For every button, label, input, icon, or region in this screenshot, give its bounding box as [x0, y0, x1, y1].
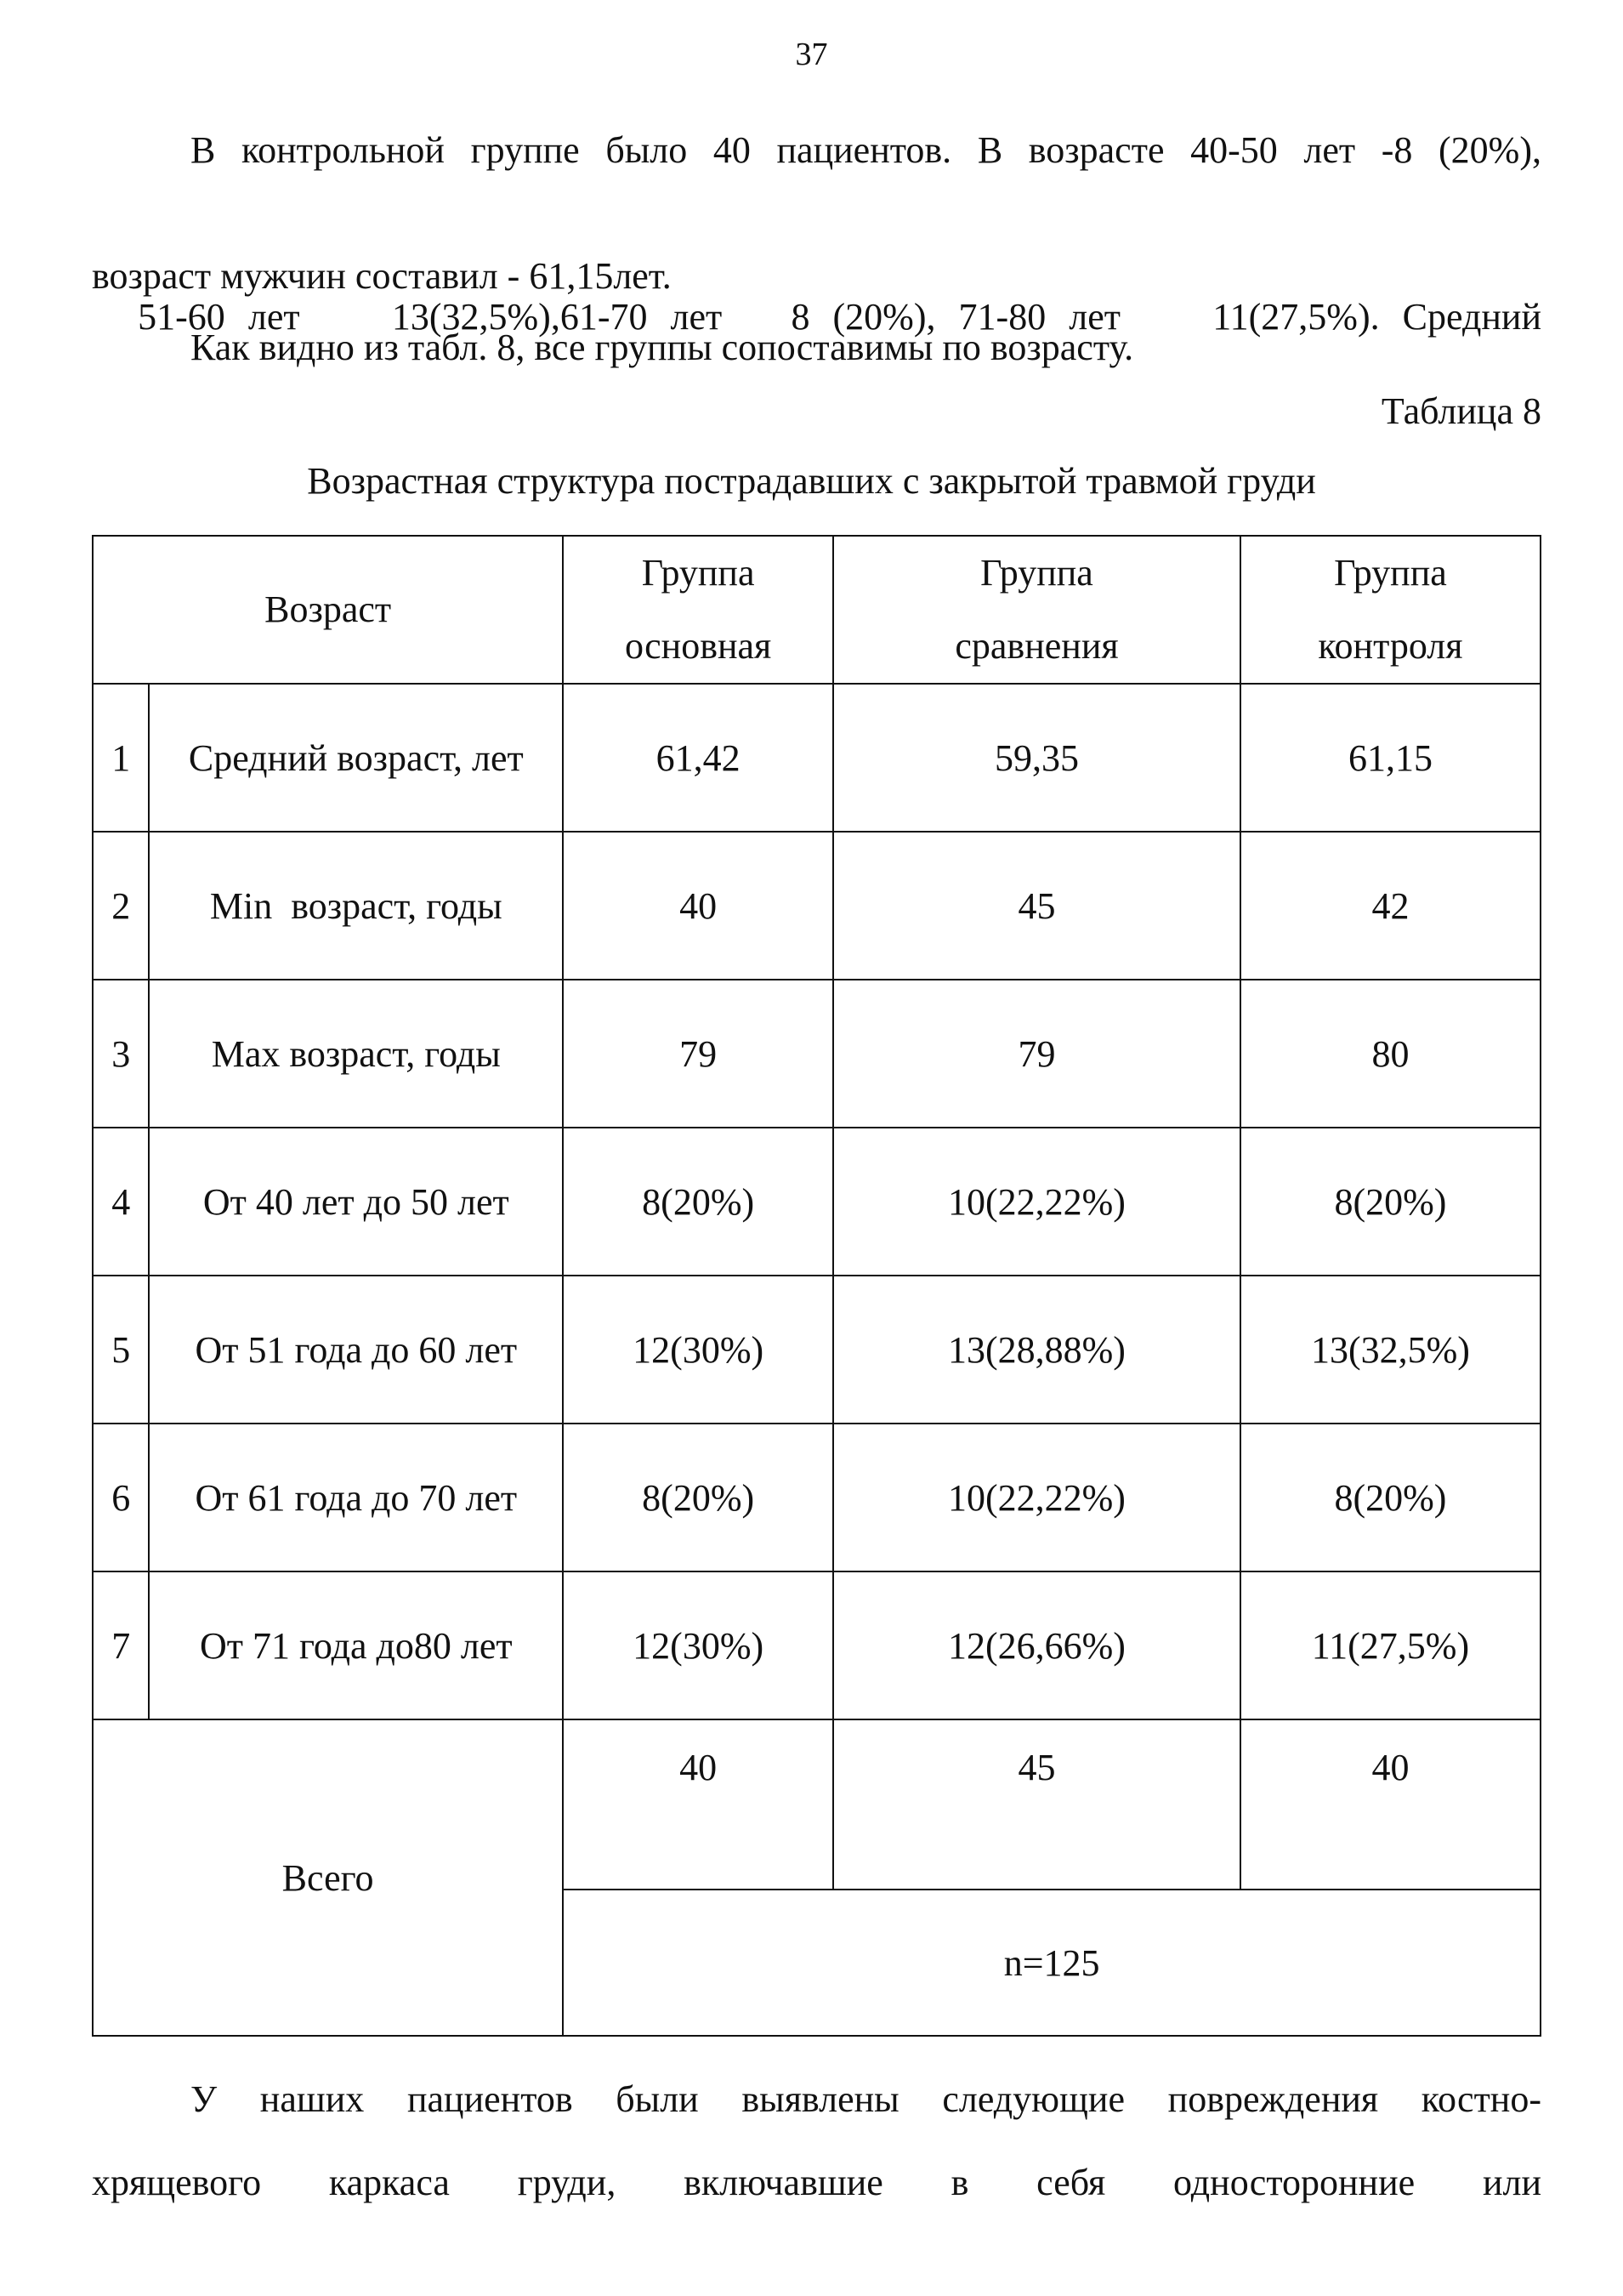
table-label: Таблица 8 [1381, 390, 1541, 432]
cell-group-main: 8(20%) [563, 1424, 833, 1571]
table-row [93, 832, 1541, 980]
cell-group-comparison: 59,35 [833, 684, 1240, 832]
total-label: Всего [93, 1719, 563, 2036]
row-label: Средний возраст, лет [149, 684, 563, 832]
total-n: n=125 [563, 1890, 1541, 2036]
paragraph-comparison [92, 306, 1541, 389]
cell-group-comparison: 79 [833, 980, 1240, 1128]
cell-group-comparison: 10(22,22%) [833, 1128, 1240, 1276]
cell-group-main: 12(30%) [563, 1571, 833, 1719]
row-label: От 40 лет до 50 лет [149, 1128, 563, 1276]
total-row [93, 1719, 1541, 1890]
row-number: 4 [93, 1128, 149, 1276]
age-structure-table [92, 535, 1541, 2037]
header-group-control [1240, 536, 1541, 684]
table-row [93, 684, 1541, 832]
header-text: Группа [1334, 552, 1447, 594]
cell-group-control: 61,15 [1240, 684, 1541, 832]
paragraph-text: хрящевого каркаса груди, включавшие в себя односторонние или [92, 2162, 1541, 2203]
paragraph-injuries-line2 [92, 2141, 1541, 2225]
row-number: 6 [93, 1424, 149, 1571]
header-text: сравнения [955, 625, 1119, 667]
cell-group-control: 80 [1240, 980, 1541, 1128]
total-group-comparison: 45 [833, 1719, 1240, 1890]
paragraph-text: возраст мужчин составил - 61,15лет. [92, 255, 672, 297]
row-label: Min возраст, годы [149, 832, 563, 980]
table-title: Возрастная структура пострадавших с закрытой травмой груди [307, 460, 1316, 502]
table-row [93, 980, 1541, 1128]
page-number: 37 [795, 37, 828, 72]
total-group-main: 40 [563, 1719, 833, 1890]
row-number: 5 [93, 1276, 149, 1424]
paragraph-control-group-line1 [92, 109, 1541, 192]
cell-group-control: 11(27,5%) [1240, 1571, 1541, 1719]
cell-group-control: 13(32,5%) [1240, 1276, 1541, 1424]
paragraph-text: Как видно из табл. 8, все группы сопоставимы по возрасту. [190, 327, 1134, 368]
cell-group-control: 42 [1240, 832, 1541, 980]
header-text: основная [625, 625, 772, 667]
paragraph-text: У наших пациентов были выявлены следующие повреждения костно- [190, 2078, 1541, 2120]
table-row [93, 1571, 1541, 1719]
table-row [93, 1128, 1541, 1276]
header-text: Группа [980, 552, 1093, 594]
paragraph-injuries-line1 [92, 2058, 1541, 2141]
row-number: 1 [93, 684, 149, 832]
cell-group-main: 79 [563, 980, 833, 1128]
header-age: Возраст [93, 536, 563, 684]
cell-group-comparison: 45 [833, 832, 1240, 980]
cell-group-control: 8(20%) [1240, 1128, 1541, 1276]
row-number: 2 [93, 832, 149, 980]
total-group-control: 40 [1240, 1719, 1541, 1890]
row-label: Max возраст, годы [149, 980, 563, 1128]
cell-group-control: 8(20%) [1240, 1424, 1541, 1571]
cell-group-comparison: 10(22,22%) [833, 1424, 1240, 1571]
table-header-row [93, 536, 1541, 684]
header-group-comparison [833, 536, 1240, 684]
paragraph-text: В контрольной группе было 40 пациентов. В возрасте 40-50 лет -8 (20%), [190, 129, 1541, 171]
cell-group-comparison: 13(28,88%) [833, 1276, 1240, 1424]
header-text: Группа [641, 552, 755, 594]
cell-group-main: 8(20%) [563, 1128, 833, 1276]
row-label: От 61 года до 70 лет [149, 1424, 563, 1571]
table-row [93, 1276, 1541, 1424]
header-text: контроля [1318, 625, 1463, 667]
row-number: 7 [93, 1571, 149, 1719]
cell-group-main: 40 [563, 832, 833, 980]
cell-group-comparison: 12(26,66%) [833, 1571, 1240, 1719]
row-label: От 51 года до 60 лет [149, 1276, 563, 1424]
row-label: От 71 года до80 лет [149, 1571, 563, 1719]
paragraph-text: 51-60 лет 13(32,5%),61-70 лет 8 (20%), 71-80 лет 11(27,5%). Средний [138, 296, 1541, 338]
cell-group-main: 12(30%) [563, 1276, 833, 1424]
cell-group-main: 61,42 [563, 684, 833, 832]
table-row [93, 1424, 1541, 1571]
header-group-main [563, 536, 833, 684]
row-number: 3 [93, 980, 149, 1128]
